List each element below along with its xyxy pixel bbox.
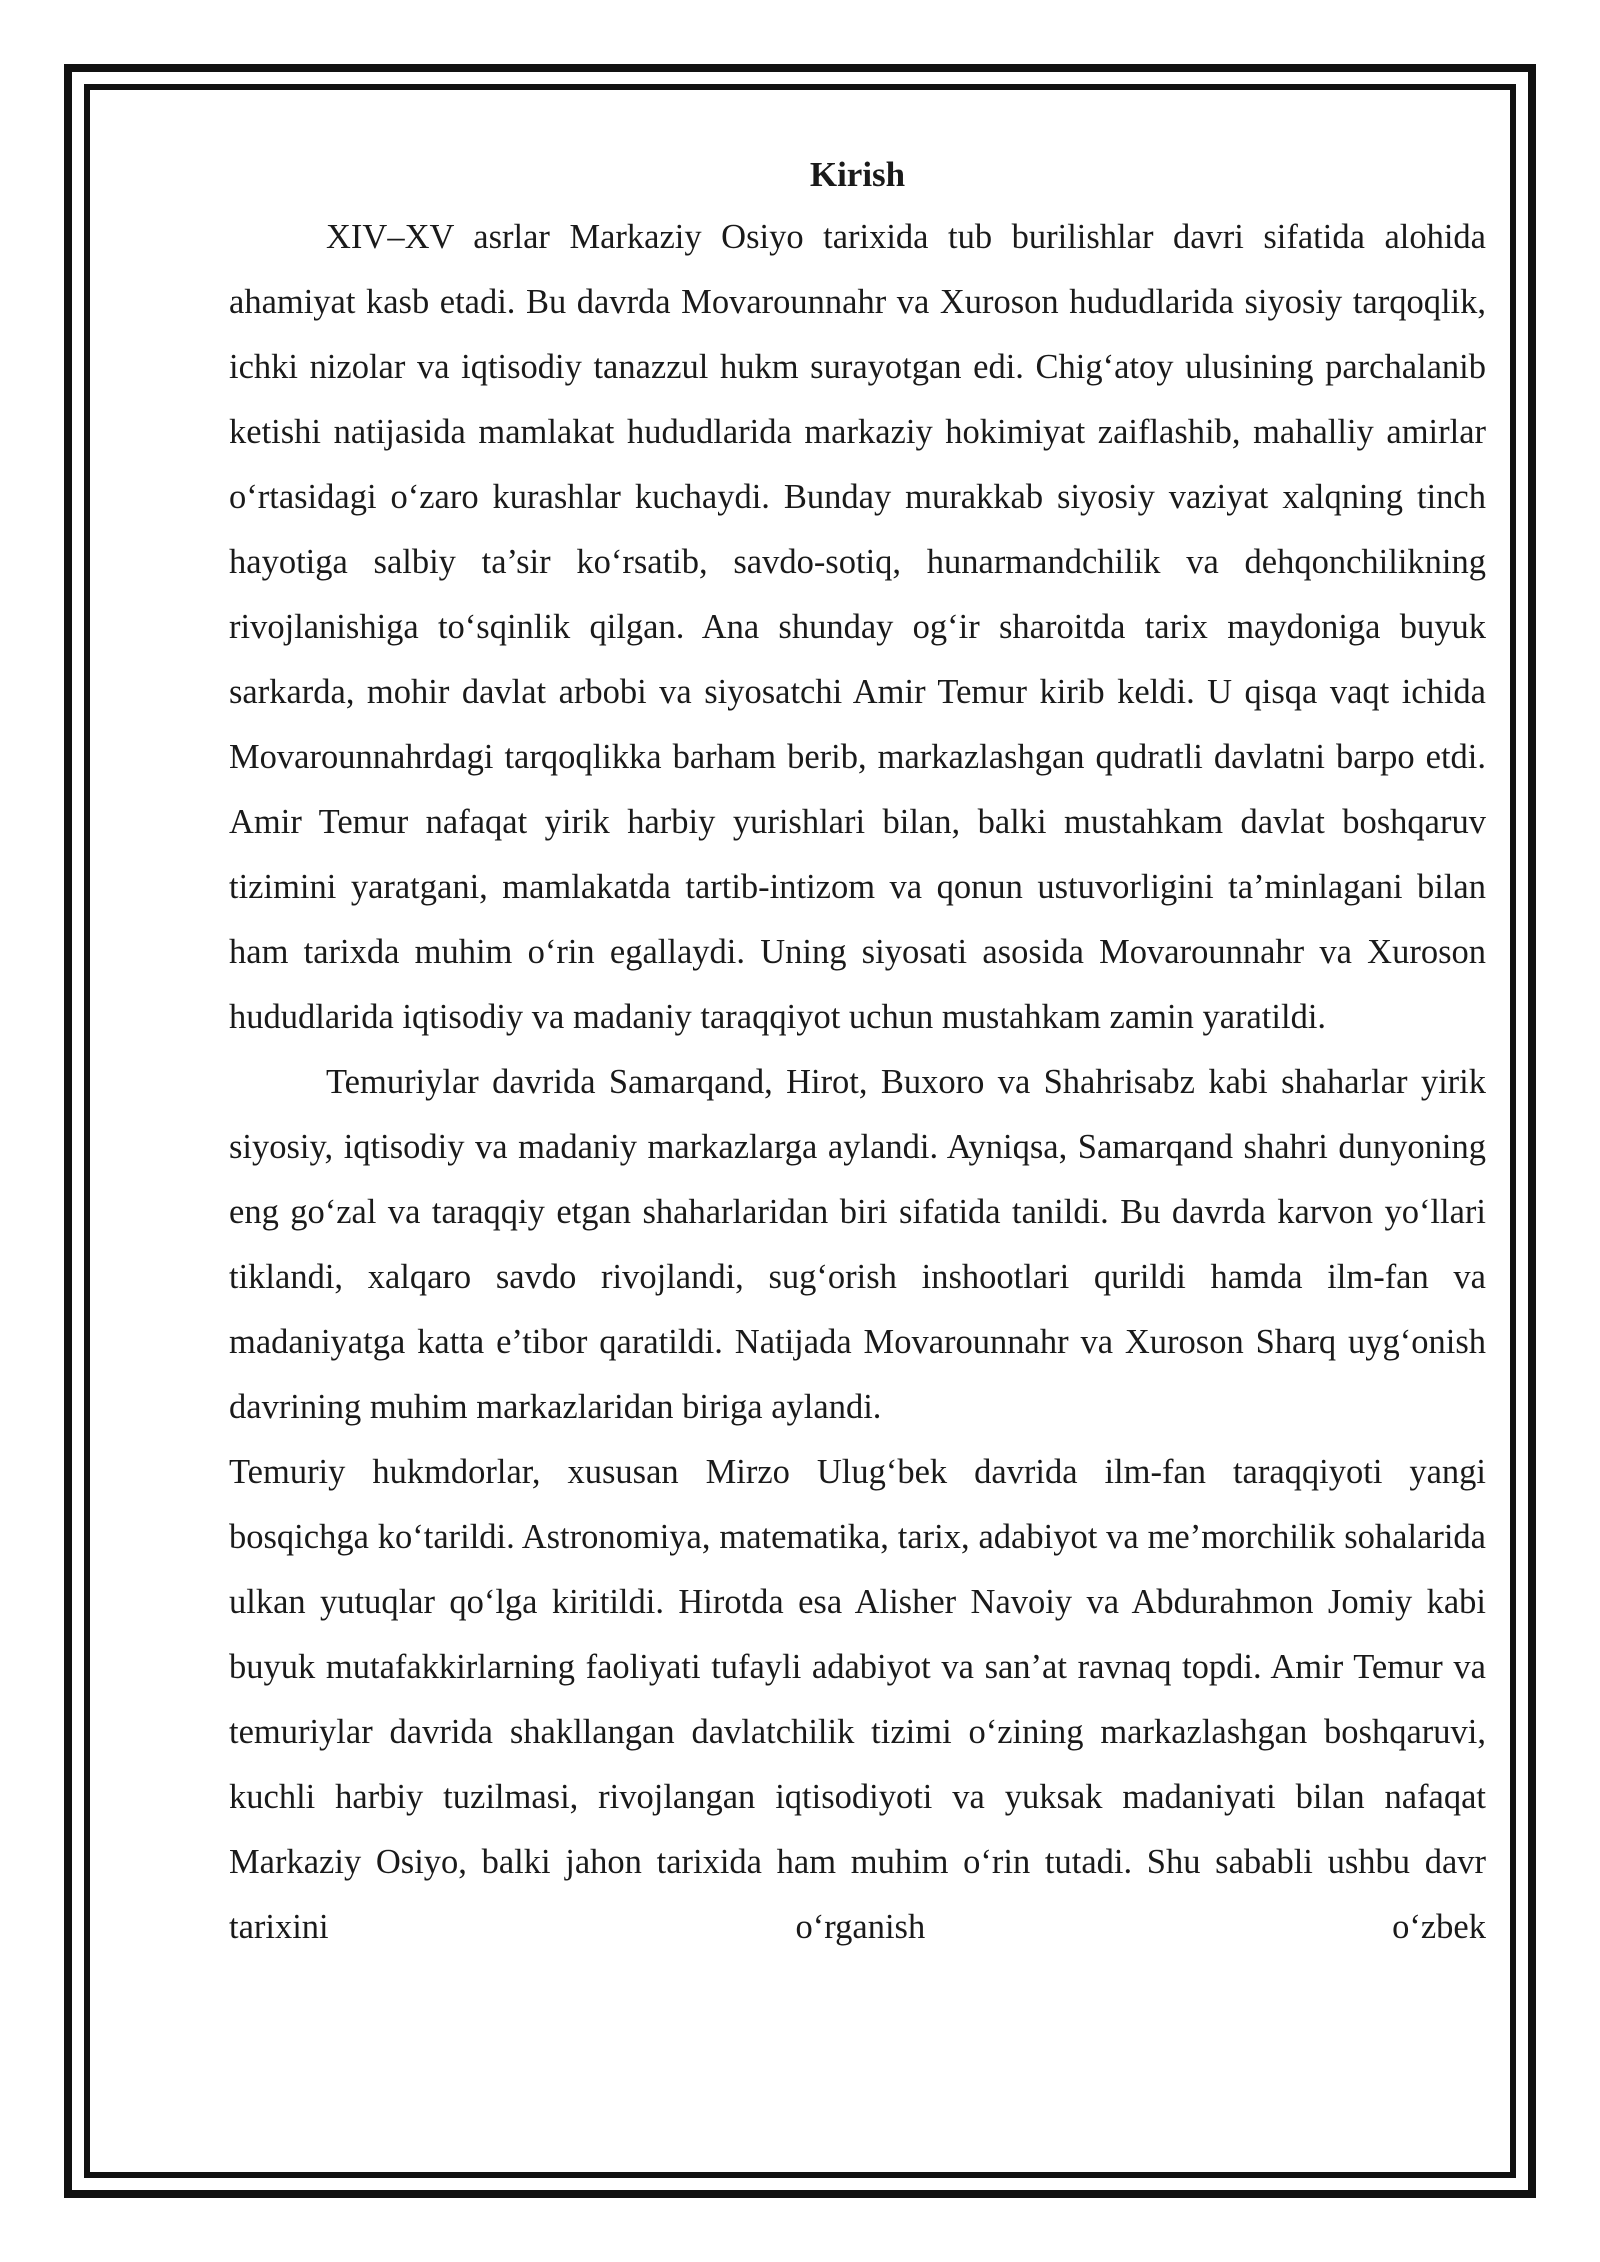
- paragraph-2: Temuriylar davrida Samarqand, Hirot, Buxoro va Shahrisabz kabi shaharlar yirik siyosiy, iqtisodiy va madaniy markazlarga aylandi. Ayniqsa, Samarqand shahri dunyoning eng go‘zal va taraqqiy etgan shaharlaridan biri sifatida tanildi. Bu davrda karvon yo‘llari tiklandi, xalqaro savdo rivojlandi, sug‘orish inshootlari qurildi hamda ilm-fan va madaniyatga katta e’tibor qaratildi. Natijada Movarounnahr va Xuroson Sharq uyg‘onish davrining muhim markazlaridan biriga aylandi.: [229, 1063, 1486, 1426]
- section-title: Kirish: [809, 155, 906, 194]
- paragraph-1: XIV–XV asrlar Markaziy Osiyo tarixida tub burilishlar davri sifatida alohida ahamiyat kasb etadi. Bu davrda Movarounnahr va Xuroson hududlarida siyosiy tarqoqlik, ichki nizolar va iqtisodiy tanazzul hukm surayotgan edi. Chig‘atoy ulusining parchalanib ketishi natijasida mamlakat hududlarida markaziy hokimiyat zaiflashib, mahalliy amirlar o‘rtasidagi o‘zaro kurashlar kuchaydi. Bunday murakkab siyosiy vaziyat xalqning tinch hayotiga salbiy ta’sir ko‘rsatib, savdo-sotiq, hunarmandchilik va dehqonchilikning rivojlanishiga to‘sqinlik qilgan. Ana shunday og‘ir sharoitda tarix maydoniga buyuk sarkarda, mohir davlat arbobi va siyosatchi Amir Temur kirib keldi. U qisqa vaqt ichida Movarounnahrdagi tarqoqlikka barham berib, markazlashgan qudratli davlatni barpo etdi. Amir Temur nafaqat yirik harbiy yurishlari bilan, balki mustahkam davlat boshqaruv tizimini yaratgani, mamlakatda tartib-intizom va qonun ustuvorligini ta’minlagani bilan ham tarixda muhim o‘rin egallaydi. Uning siyosati asosida Movarounnahr va Xuroson hududlarida iqtisodiy va madaniy taraqqiyot uchun mustahkam zamin yaratildi.: [229, 218, 1486, 1036]
- page-content: [229, 145, 1486, 1960]
- paragraph-3: Temuriy hukmdorlar, xususan Mirzo Ulug‘bek davrida ilm-fan taraqqiyoti yangi bosqichga ko‘tarildi. Astronomiya, matematika, tarix, adabiyot va me’morchilik sohalarida ulkan yutuqlar qo‘lga kiritildi. Hirotda esa Alisher Navoiy va Abdurahmon Jomiy kabi buyuk mutafakkirlarning faoliyati tufayli adabiyot va san’at ravnaq topdi. Amir Temur va temuriylar davrida shakllangan davlatchilik tizimi o‘zining markazlashgan boshqaruvi, kuchli harbiy tuzilmasi, rivojlangan iqtisodiyoti va yuksak madaniyati bilan nafaqat Markaziy Osiyo, balki jahon tarixida ham muhim o‘rin tutadi. Shu sababli ushbu davr tarixini o‘rganish o‘zbek: [229, 1453, 1486, 1946]
